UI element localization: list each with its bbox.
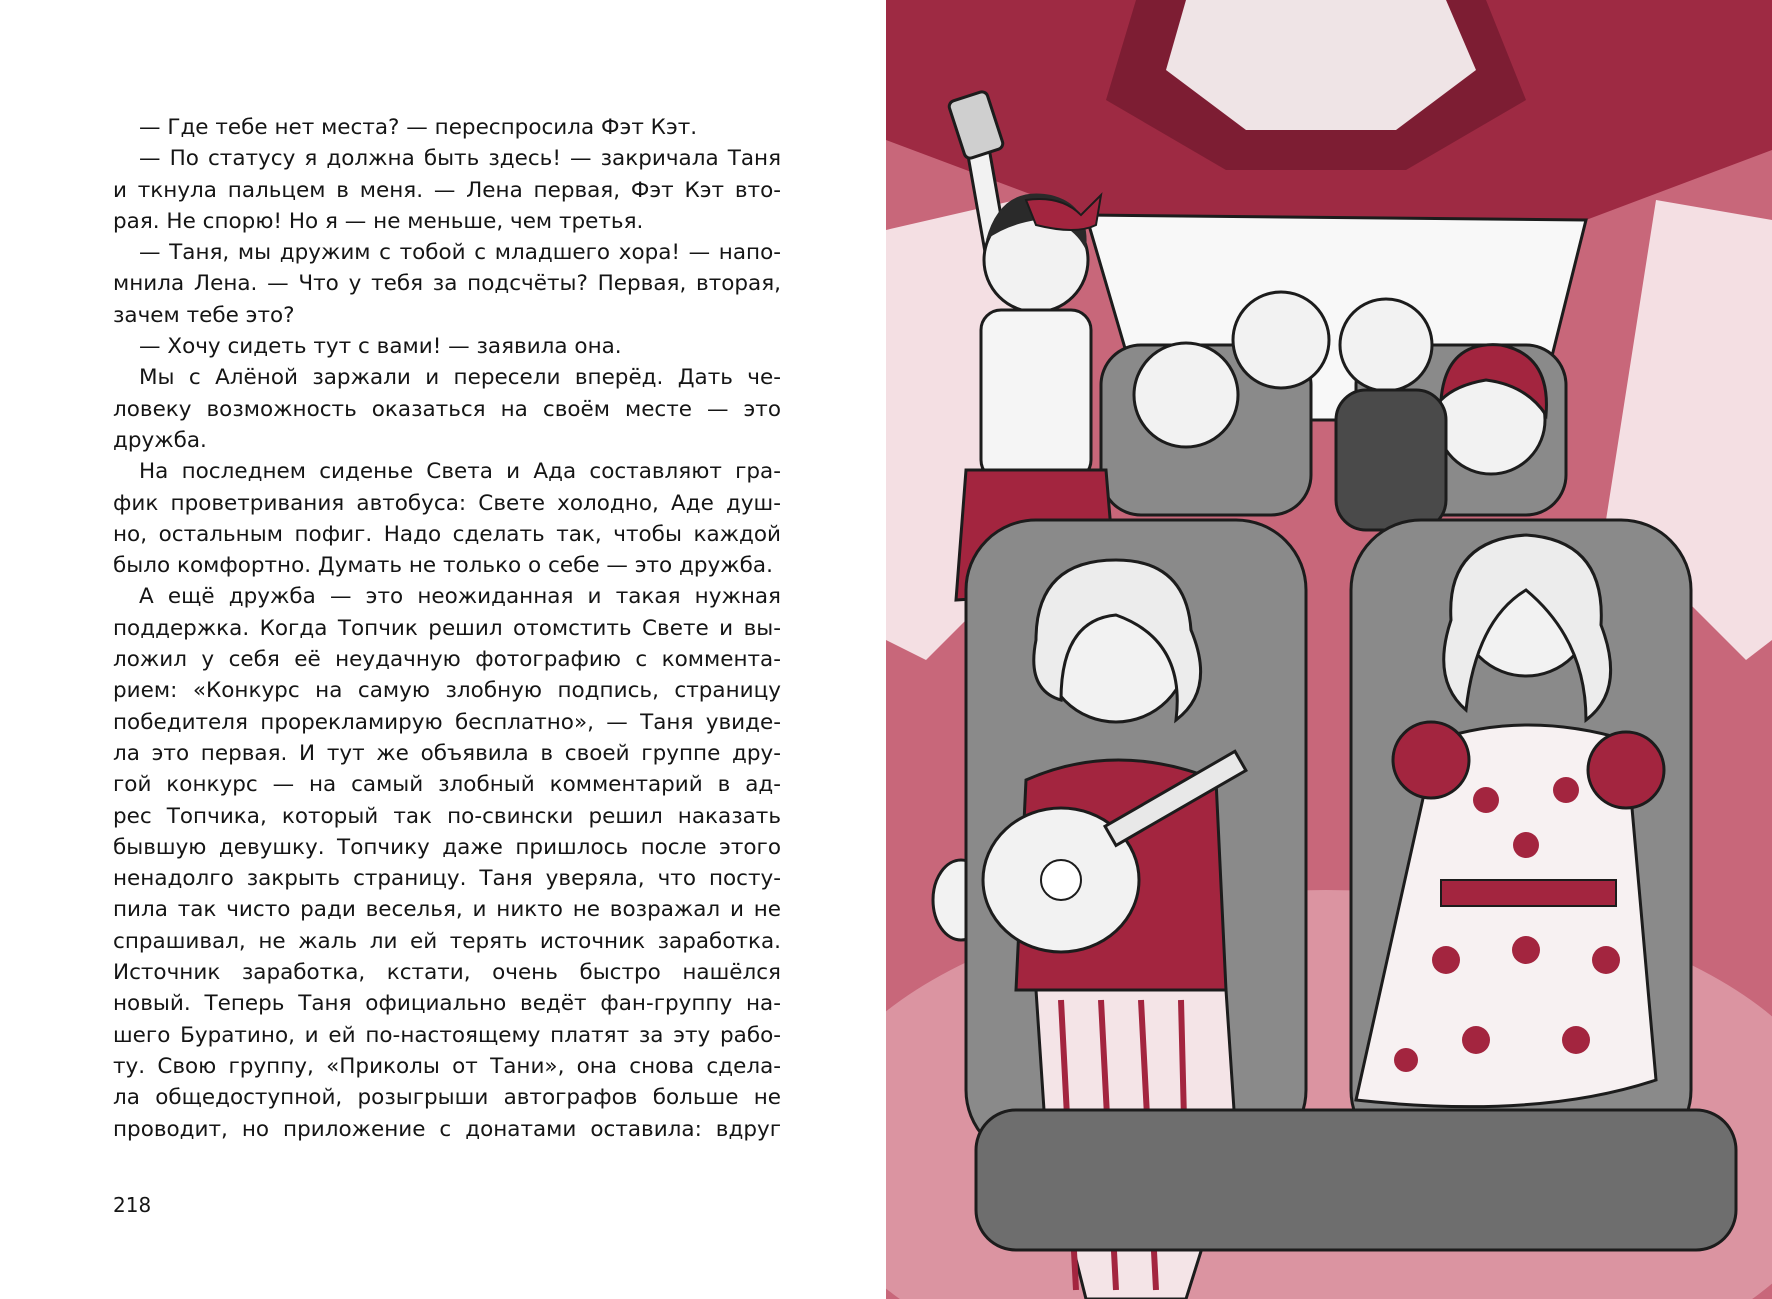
text-line: — По статусу я должна быть здесь! — закричала Таня — [139, 146, 781, 172]
text-line: новый. Теперь Таня официально ведёт фан-группу на- — [113, 991, 781, 1017]
text-line: рая. Не спорю! Но я — не меньше, чем третья. — [113, 208, 644, 234]
dress-belt — [1441, 880, 1616, 906]
girl-head-1 — [1134, 343, 1238, 447]
bus-illustration — [886, 0, 1772, 1299]
guitar-sound-hole — [1041, 860, 1081, 900]
text-line: победителя прорекламирую бесплатно», — Таня увиде- — [113, 709, 781, 735]
text-line: — Таня, мы дружим с тобой с младшего хора! — напо- — [139, 240, 781, 266]
text-line: ложил у себя её неудачную фотографию с коммента- — [113, 647, 781, 673]
text-line: ненадолго закрыть страницу. Таня уверяла, что посту- — [113, 866, 781, 892]
text-line: гой конкурс — на самый злобный комментарий в ад- — [113, 772, 781, 798]
text-line: На последнем сиденье Света и Ада составляют гра- — [139, 459, 781, 485]
text-line: — Где тебе нет места? — переспросила Фэт Кэт. — [139, 115, 698, 140]
text-line: ту. Свою группу, «Приколы от Тани», она снова сдела- — [113, 1053, 781, 1079]
text-line: спрашивал, не жаль ли ей терять источник заработка. — [113, 928, 781, 954]
text-line: мнила Лена. — Что у тебя за подсчёты? Первая, вторая, — [113, 271, 781, 297]
right-page — [886, 0, 1772, 1299]
text-line: А ещё дружба — это неожиданная и такая нужная — [139, 584, 781, 610]
text-line: — Хочу сидеть тут с вами! — заявила она. — [139, 334, 622, 360]
text-line: и ткнула пальцем в меня. — Лена первая, Фэт Кэт вто- — [113, 177, 781, 203]
text-line: рием: «Конкурс на самую злобную подпись, страницу — [113, 678, 781, 704]
text-line: рес Топчика, который так по-свински решил наказать — [113, 803, 781, 829]
text-line: но, остальным пофиг. Надо сделать так, чтобы каждой — [113, 521, 781, 547]
puff-sleeve-right — [1588, 732, 1664, 808]
text-line: зачем тебе это? — [113, 302, 295, 328]
text-line: Источник заработка, кстати, очень быстро нашёлся — [113, 960, 781, 986]
girl-head-2 — [1233, 292, 1329, 388]
text-line: бывшую девушку. Топчику даже пришлось после этого — [113, 834, 781, 860]
text-block — [113, 112, 781, 1145]
selfie-girl-torso — [981, 310, 1091, 480]
text-line: фик проветривания автобуса: Свете холодно, Аде душ- — [113, 490, 781, 516]
text-line: пила так чисто ради веселья, и никто не возражал и не — [113, 897, 781, 923]
girl-head-3 — [1340, 299, 1432, 391]
hoodie-girl-body — [1336, 390, 1446, 530]
text-line: ла общедоступной, розыгрыши автографов больше не — [113, 1085, 781, 1111]
text-line: проводит, но приложение с донатами оставила: вдруг — [113, 1116, 781, 1142]
text-line: Мы с Алёной заржали и пересели вперёд. Дать че- — [139, 365, 781, 391]
puff-sleeve-left — [1393, 722, 1469, 798]
page-number: 218 — [113, 1193, 152, 1217]
seat-cushion — [976, 1110, 1736, 1250]
text-line: шего Буратино, и ей по-настоящему платят за эту рабо- — [113, 1022, 781, 1048]
text-line: ловеку возможность оказаться на своём месте — это — [113, 396, 781, 422]
text-line: ла это первая. И тут же объявила в своей группе дру- — [113, 740, 781, 766]
text-line: было комфортно. Думать не только о себе — это дружба. — [113, 553, 773, 579]
text-line: поддержка. Когда Топчик решил отомстить Свете и вы- — [113, 615, 781, 641]
text-line: дружба. — [113, 427, 207, 453]
